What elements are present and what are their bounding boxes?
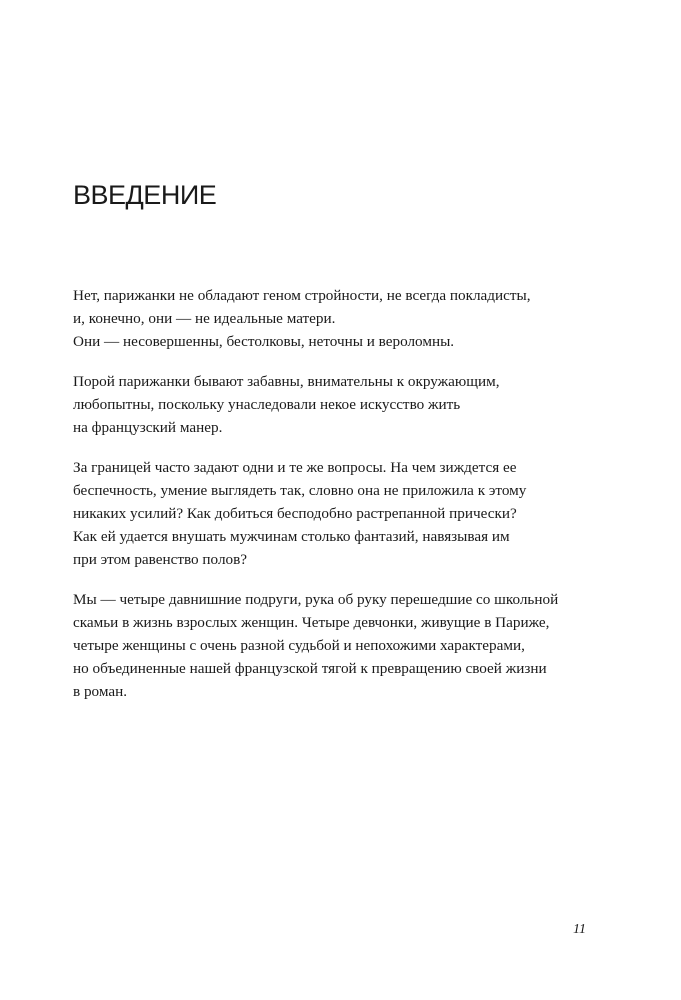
paragraph-3 xyxy=(73,456,633,571)
paragraph-1 xyxy=(73,284,633,353)
text-line: беспечность, умение выглядеть так, словно она не приложила к этому xyxy=(73,482,527,499)
text-line: За границей часто задают одни и те же вопросы. На чем зиждется ее xyxy=(73,459,517,476)
body-text xyxy=(73,284,633,720)
text-line: скамьи в жизнь взрослых женщин. Четыре девчонки, живущие в Париже, xyxy=(73,614,550,631)
paragraph-4 xyxy=(73,588,633,703)
text-line: Нет, парижанки не обладают геном стройности, не всегда покладисты, xyxy=(73,287,531,304)
text-line: Как ей удается внушать мужчинам столько фантазий, навязывая им xyxy=(73,528,510,545)
page-number: 11 xyxy=(573,922,586,937)
paragraph-2 xyxy=(73,370,633,439)
text-line: Мы — четыре давнишние подруги, рука об руку перешедшие со школьной xyxy=(73,591,559,608)
text-line: любопытны, поскольку унаследовали некое искусство жить xyxy=(73,396,461,413)
text-line: и, конечно, они — не идеальные матери. xyxy=(73,310,336,327)
text-line: при этом равенство полов? xyxy=(73,551,248,568)
text-line: никаких усилий? Как добиться бесподобно растрепанной прически? xyxy=(73,505,517,522)
text-line: Они — несовершенны, бестолковы, неточны и вероломны. xyxy=(73,333,455,350)
text-line: на французский манер. xyxy=(73,419,223,436)
text-line: четыре женщины с очень разной судьбой и непохожими характерами, xyxy=(73,637,525,654)
chapter-heading: ВВЕДЕНИЕ xyxy=(73,180,217,210)
text-line: Порой парижанки бывают забавны, внимательны к окружающим, xyxy=(73,373,500,390)
text-line: в роман. xyxy=(73,683,128,700)
text-line: но объединенные нашей французской тягой к превращению своей жизни xyxy=(73,660,547,677)
